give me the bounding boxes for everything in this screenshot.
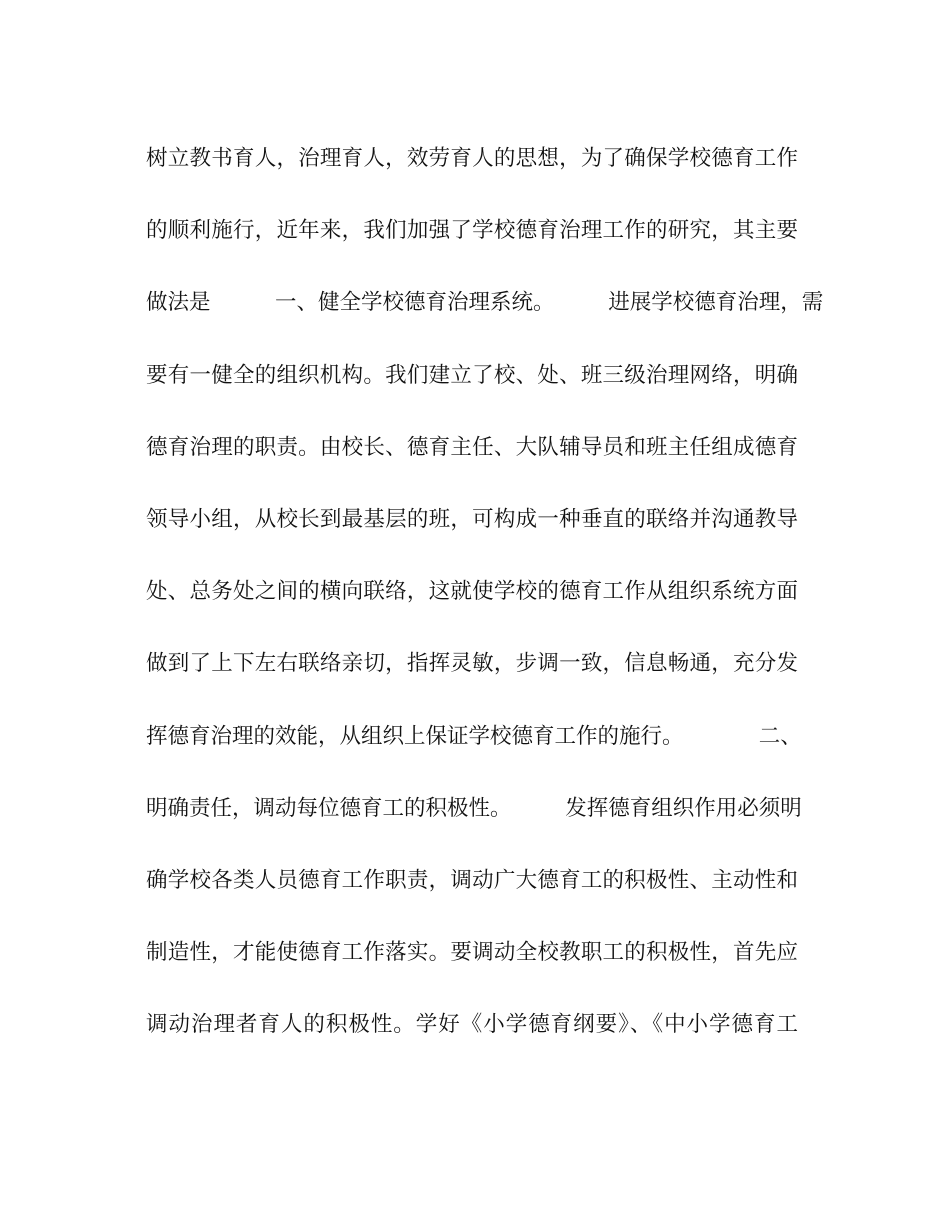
- text-line: 做法是 一、健全学校德育治理系统。 进展学校德育治理，需: [146, 290, 824, 316]
- text-line: 挥德育治理的效能，从组织上保证学校德育工作的施行。 二、: [146, 723, 802, 749]
- text-line: 处、总务处之间的横向联络，这就使学校的德育工作从组织系统方面: [146, 579, 798, 605]
- text-line: 明确责任，调动每位德育工的积极性。 发挥德育组织作用必须明: [146, 795, 802, 821]
- body-text: [146, 137, 824, 1075]
- text-line: 树立教书育人，治理育人，效劳育人的思想，为了确保学校德育工作: [146, 146, 798, 171]
- text-line: 领导小组，从校长到最基层的班，可构成一种垂直的联络并沟通教导: [146, 506, 798, 532]
- text-line: 确学校各类人员德育工作职责，调动广大德育工的积极性、主动性和: [146, 867, 798, 893]
- text-line: 制造性，才能使德育工作落实。要调动全校教职工的积极性，首先应: [146, 940, 798, 966]
- text-line: 调动治理者育人的积极性。学好《小学德育纲要》、《中小学德育工: [146, 1012, 798, 1038]
- text-line: 要有一健全的组织机构。我们建立了校、处、班三级治理网络，明确: [146, 362, 798, 388]
- text-line: 德育治理的职责。由校长、德育主任、大队辅导员和班主任组成德育: [146, 434, 798, 460]
- text-line: 做到了上下左右联络亲切，指挥灵敏，步调一致，信息畅通，充分发: [146, 651, 798, 677]
- text-line: 的顺利施行，近年来，我们加强了学校德育治理工作的研究，其主要: [146, 218, 798, 244]
